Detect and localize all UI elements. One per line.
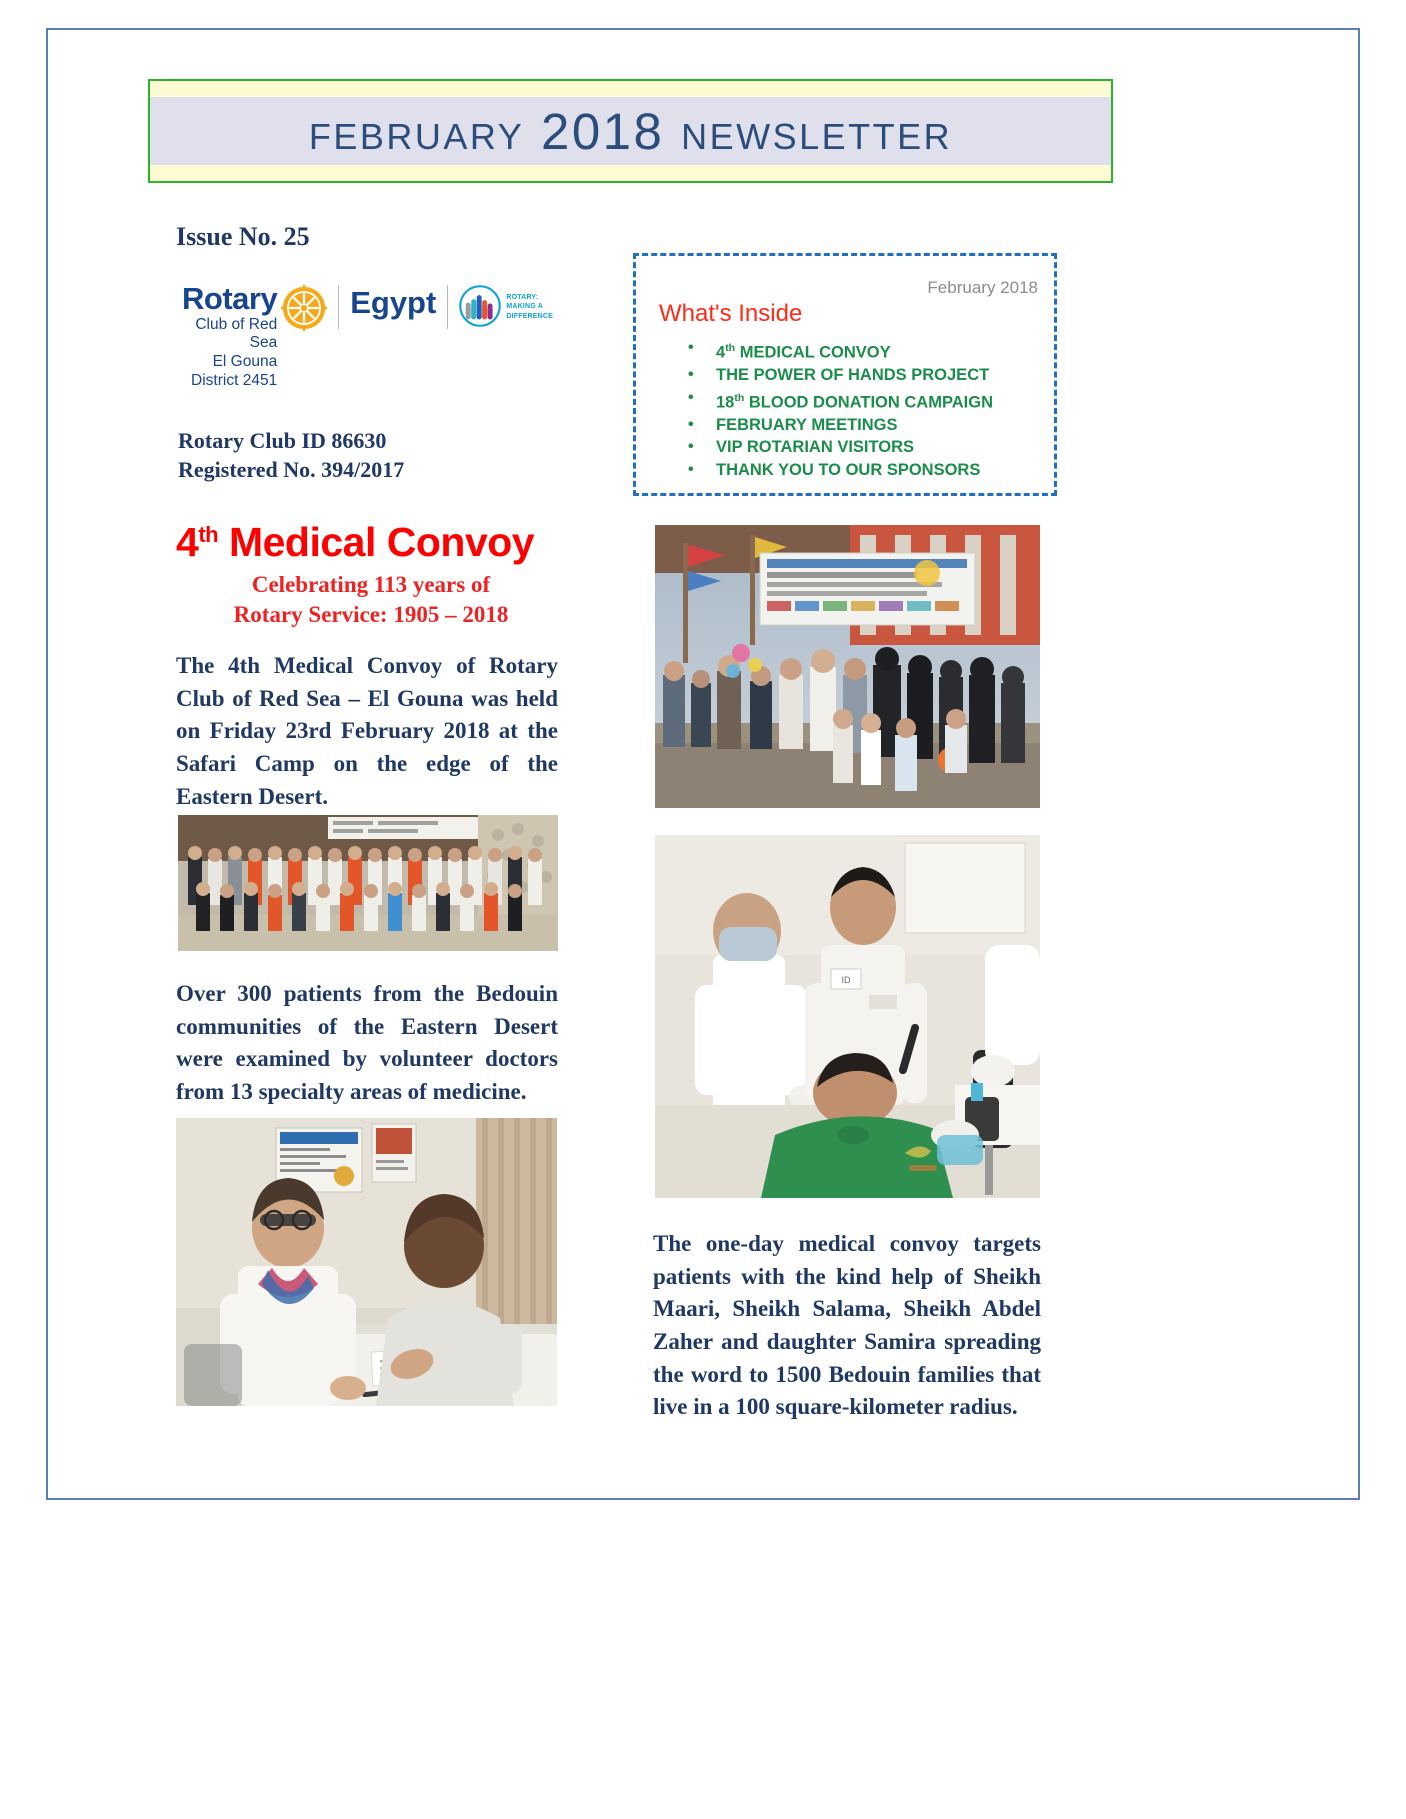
rotary-club-logo	[182, 281, 554, 390]
whats-inside-item[interactable]	[716, 436, 993, 459]
photo-convoy-tent	[655, 525, 1040, 808]
item-label: BLOOD DONATION CAMPAIGN	[744, 393, 993, 412]
item-label: THANK YOU TO OUR SPONSORS	[716, 460, 981, 479]
whats-inside-box	[633, 253, 1057, 496]
item-label: VIP ROTARIAN VISITORS	[716, 438, 915, 457]
item-ordinal-suffix: th	[734, 391, 745, 404]
newsletter-date: February 2018	[927, 278, 1038, 297]
logo-divider-1	[338, 285, 339, 329]
item-number: 18	[716, 393, 735, 412]
club-name-line1: Club of Red Sea	[195, 315, 278, 352]
whats-inside-list	[686, 337, 993, 482]
tagline-line-3: DIFFERENCE	[506, 312, 554, 320]
whats-inside-item[interactable]	[716, 337, 993, 364]
headline-ordinal-suffix: th	[198, 522, 219, 547]
making-a-difference-tagline	[506, 293, 553, 321]
masthead-inner-band	[150, 97, 1111, 165]
whats-inside-item[interactable]	[716, 414, 993, 437]
subhead-line-1: Celebrating 113 years of	[251, 572, 491, 597]
whats-inside-item[interactable]	[716, 459, 993, 482]
item-number: 4	[716, 343, 726, 362]
making-a-difference-icon	[459, 285, 501, 327]
article-paragraph-1: The 4th Medical Convoy of Rotary Club of Red Sea – El Gouna was held on Friday 23rd February 2018 at the Safari Camp on the edge of the Eastern Desert.	[176, 653, 558, 809]
article-paragraph-3: The one-day medical convoy targets patients with the kind help of Sheikh Maari, Sheikh Salama, Sheikh Abdel Zaher and daughter Samira spreading the word to 1500 Bedouin families that live in a 100 square-kilometer radius.	[653, 1231, 1041, 1420]
headline-text: Medical Convoy	[218, 519, 535, 565]
club-id-line: Rotary Club ID 86630	[178, 428, 387, 453]
headline-number: 4	[176, 519, 199, 565]
club-registration-info	[178, 427, 404, 484]
club-district-line: District 2451	[191, 372, 278, 390]
item-label: FEBRUARY MEETINGS	[716, 415, 898, 434]
whats-inside-item[interactable]	[716, 387, 993, 414]
tagline-line-2: MAKING A	[506, 303, 544, 311]
photo-doctor-consultation	[176, 1118, 557, 1406]
issue-number: Issue No. 25	[176, 222, 310, 251]
masthead-banner	[148, 79, 1113, 183]
photo-dental-exam	[655, 835, 1040, 1198]
article-paragraph-2: Over 300 patients from the Bedouin communities of the Eastern Desert were examined by volunteer doctors from 13 specialty areas of medicine.	[176, 981, 558, 1104]
whats-inside-title: What's Inside	[659, 300, 803, 327]
club-name-line2: El Gouna	[212, 353, 278, 371]
rotary-name-block	[182, 283, 277, 391]
photo-volunteer-group	[178, 815, 558, 951]
whats-inside-item[interactable]	[716, 364, 993, 387]
svg-text:ID: ID	[841, 975, 851, 985]
item-label: MEDICAL CONVOY	[735, 343, 891, 362]
rotary-wordmark: Rotary	[182, 281, 278, 316]
egypt-wordmark: Egypt	[350, 285, 437, 320]
subhead-line-2: Rotary Service: 1905 – 2018	[233, 602, 509, 628]
item-ordinal-suffix: th	[725, 342, 736, 354]
page-title: february 2018 newsletter	[308, 102, 953, 160]
article-subheadline	[176, 570, 566, 631]
logo-divider-2	[447, 285, 448, 329]
item-label: THE POWER OF HANDS PROJECT	[716, 366, 990, 385]
registration-no-line: Registered No. 394/2017	[178, 456, 405, 482]
article-headline	[176, 519, 566, 566]
tagline-line-1: ROTARY:	[506, 294, 539, 301]
rotary-wheel-icon	[281, 285, 327, 331]
